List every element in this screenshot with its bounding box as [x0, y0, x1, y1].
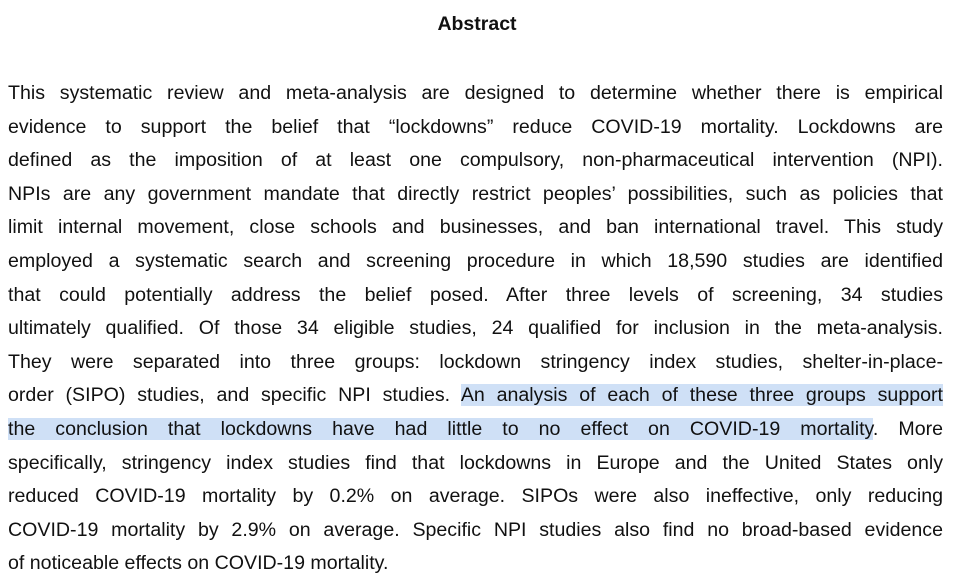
paragraph-line [8, 245, 943, 279]
line-text: of noticeable effects on COVID-19 mortality. [8, 552, 389, 575]
line-text: They were separated into three groups: lockdown stringency index studies, shelter-in-place- [8, 350, 943, 373]
paragraph-line [8, 144, 943, 178]
paragraph-line [8, 77, 943, 111]
line-text: order (SIPO) studies, and specific NPI studies. [8, 384, 461, 407]
line-text: ultimately qualified. Of those 34 eligible studies, 24 qualified for inclusion in the meta-analysis. [8, 317, 943, 340]
line-text: reduced COVID-19 mortality by 0.2% on average. SIPOs were also ineffective, only reducing [8, 485, 943, 508]
paragraph-line [8, 413, 943, 447]
paragraph-line [8, 547, 943, 581]
line-text: limit internal movement, close schools and businesses, and ban international travel. This study [8, 216, 943, 239]
paragraph-line [8, 480, 943, 514]
abstract-paragraph [8, 77, 943, 581]
line-text: COVID-19 mortality by 2.9% on average. Specific NPI studies also find no broad-based evidence [8, 518, 943, 541]
highlighted-text[interactable]: An analysis of each of these three groups support [460, 384, 943, 407]
paragraph-line [8, 379, 943, 413]
paragraph-line [8, 211, 943, 245]
line-text: specifically, stringency index studies find that lockdowns in Europe and the United States only [8, 451, 943, 474]
abstract-heading: Abstract [437, 13, 517, 35]
paragraph-line [8, 279, 943, 313]
line-text: defined as the imposition of at least one compulsory, non-pharmaceutical intervention (NPI). [8, 149, 943, 172]
line-text: evidence to support the belief that “lockdowns” reduce COVID-19 mortality. Lockdowns are [8, 115, 943, 138]
paragraph-line [8, 346, 943, 380]
paragraph-line [8, 111, 943, 145]
line-text: that could potentially address the belief posed. After three levels of screening, 34 studies [8, 283, 943, 306]
line-text: NPIs are any government mandate that directly restrict peoples’ possibilities, such as policies that [8, 182, 943, 205]
paragraph-line [8, 514, 943, 548]
paragraph-line [8, 178, 943, 212]
line-text: . More [872, 417, 944, 440]
highlighted-text[interactable]: the conclusion that lockdowns have had little to no effect on COVID-19 mortality [8, 417, 873, 440]
line-text: This systematic review and meta-analysis are designed to determine whether there is empirical [8, 82, 943, 104]
paragraph-line [8, 312, 943, 346]
paragraph-line [8, 447, 943, 481]
line-text: employed a systematic search and screening procedure in which 18,590 studies are identified [8, 249, 943, 272]
